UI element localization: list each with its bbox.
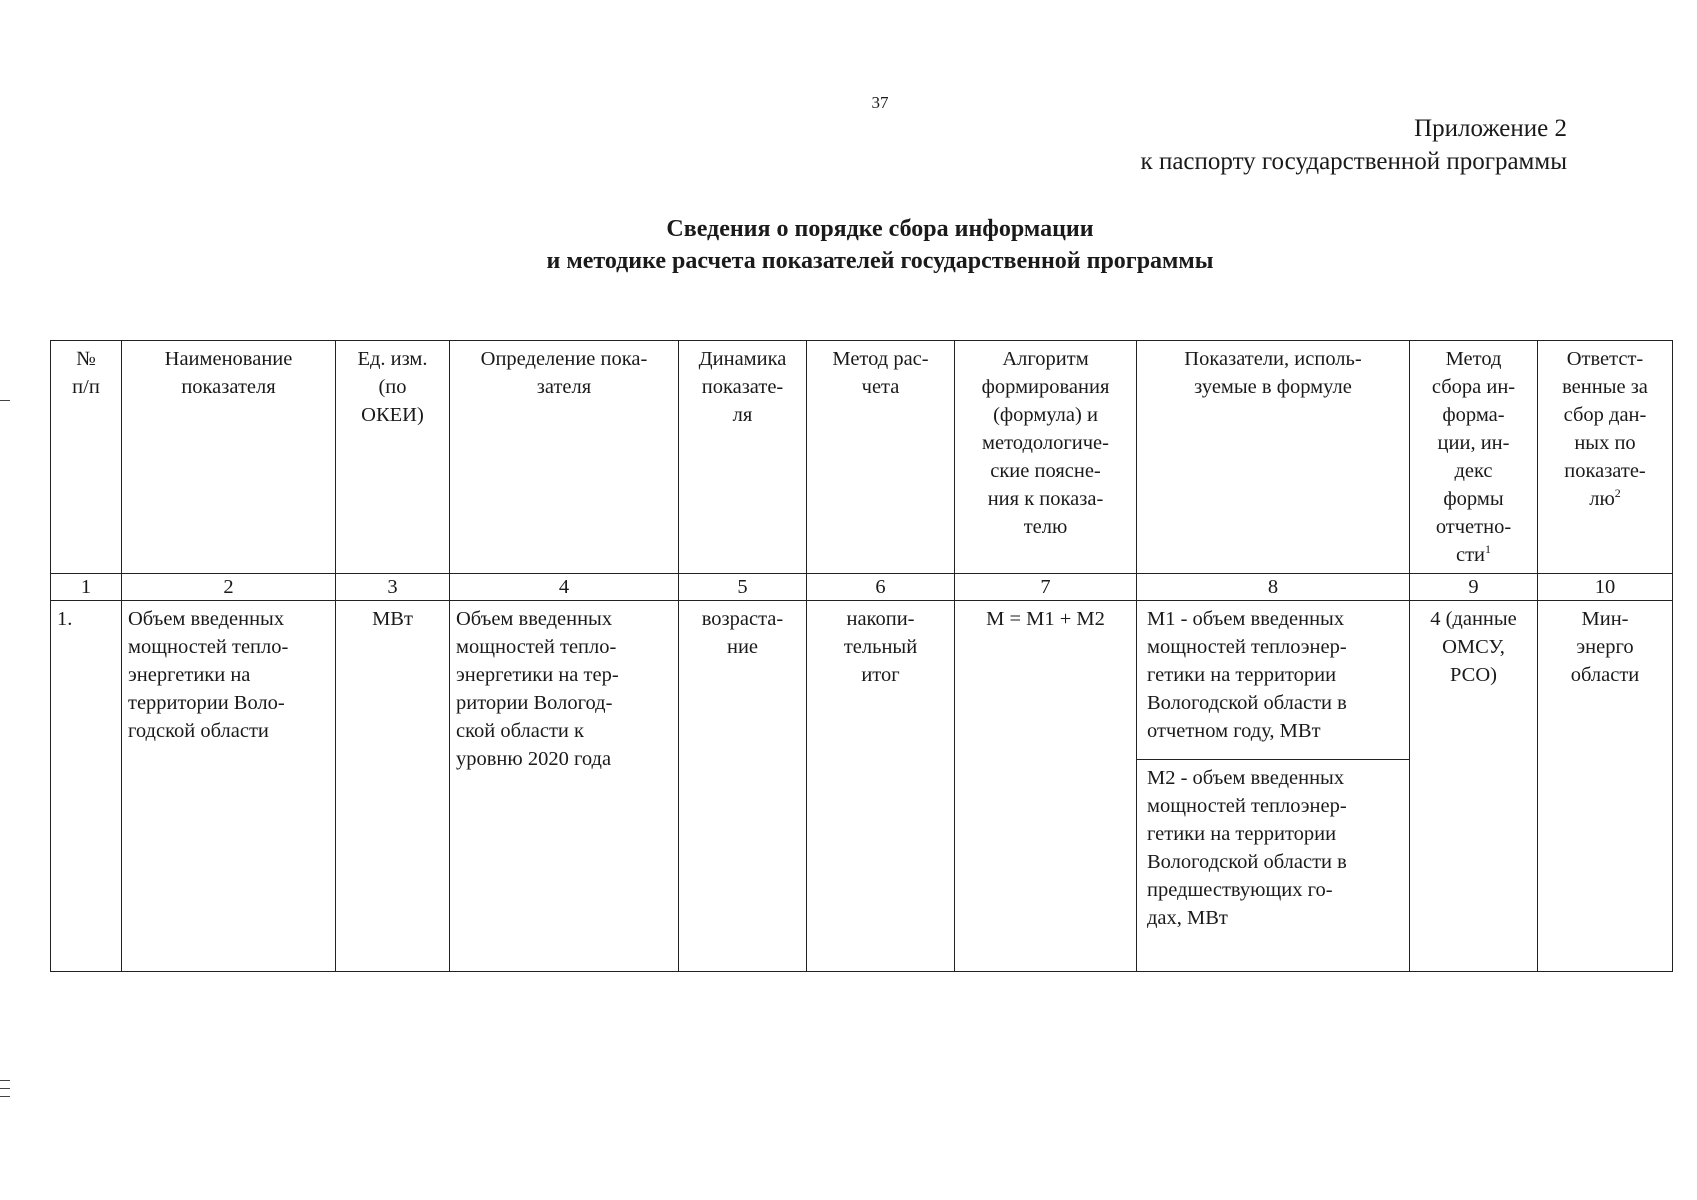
formula: М = М1 + М2 <box>955 601 1137 972</box>
margin-mark <box>0 1080 10 1081</box>
header-collection-method: Метод сбора ин- форма- ции, ин- декс формы отчетно- сти <box>1431 348 1516 566</box>
column-number: 5 <box>679 574 807 601</box>
footnote-mark: 2 <box>1614 486 1621 501</box>
header-unit: Ед. изм. (по ОКЕИ) <box>357 348 428 426</box>
header-cell <box>679 341 807 574</box>
header-cell <box>1137 341 1410 574</box>
column-number: 6 <box>807 574 955 601</box>
appendix-note <box>1141 112 1567 178</box>
header-cell <box>122 341 336 574</box>
header-method: Метод рас- чета <box>832 348 929 398</box>
formula-indicators <box>1137 601 1410 972</box>
header-number: № п/п <box>72 348 100 398</box>
header-definition: Определение пока- зателя <box>480 348 648 398</box>
column-number: 9 <box>1410 574 1538 601</box>
header-cell <box>1410 341 1538 574</box>
table-row <box>51 601 1673 972</box>
column-number: 2 <box>122 574 336 601</box>
appendix-line-1: Приложение 2 <box>1414 115 1567 142</box>
margin-mark <box>0 1088 10 1089</box>
appendix-line-2: к паспорту государственной программы <box>1140 148 1567 175</box>
column-number: 1 <box>51 574 122 601</box>
indicator-name: Объем введенных мощностей тепло- энергетики на территории Воло- годской области <box>122 601 336 972</box>
title-line-1: Сведения о порядке сбора информации <box>666 216 1094 242</box>
column-number: 7 <box>955 574 1137 601</box>
column-number: 3 <box>336 574 450 601</box>
collection-method: 4 (данные ОМСУ, РСО) <box>1410 601 1538 972</box>
margin-mark <box>0 1096 10 1097</box>
document-title <box>0 213 1697 277</box>
indicator-definition: Объем введенных мощностей тепло- энергетики на тер- ритории Вологод- ской области к уровню 2020 года <box>450 601 679 972</box>
indicator-dynamics: возраста- ние <box>679 601 807 972</box>
unit: МВт <box>336 601 450 972</box>
header-cell <box>955 341 1137 574</box>
page-number: 37 <box>871 93 889 112</box>
column-number: 4 <box>450 574 679 601</box>
header-cell <box>336 341 450 574</box>
column-numbers-row <box>51 574 1673 601</box>
header-cell <box>1538 341 1673 574</box>
responsible: Мин- энерго области <box>1538 601 1673 972</box>
header-dynamics: Динамика показате- ля <box>698 348 787 426</box>
calculation-method: накопи- тельный итог <box>807 601 955 972</box>
column-number: 8 <box>1137 574 1410 601</box>
indicators-table <box>50 340 1673 972</box>
header-cell <box>51 341 122 574</box>
title-line-2: и методике расчета показателей государственной программы <box>546 248 1214 274</box>
header-formula-indicators: Показатели, исполь- зуемые в формуле <box>1184 348 1362 398</box>
header-algorithm: Алгоритм формирования (формула) и методологиче- ские поясне- ния к показа- телю <box>981 348 1110 538</box>
footnote-mark: 1 <box>1485 542 1492 557</box>
header-responsible: Ответст- венные за сбор дан- ных по показате- лю <box>1562 348 1648 510</box>
header-indicator-name: Наименование показателя <box>164 348 293 398</box>
row-number: 1. <box>51 601 122 972</box>
indicator-m1: М1 - объем введенных мощностей теплоэнер- гетики на территории Вологодской области в отчетном году, МВт <box>1137 601 1409 760</box>
header-cell <box>807 341 955 574</box>
margin-mark <box>0 400 10 401</box>
indicator-m2: М2 - объем введенных мощностей теплоэнер- гетики на территории Вологодской области в предшествующих го- дах, МВт <box>1147 767 1347 929</box>
header-cell <box>450 341 679 574</box>
table-header-row <box>51 341 1673 574</box>
column-number: 10 <box>1538 574 1673 601</box>
